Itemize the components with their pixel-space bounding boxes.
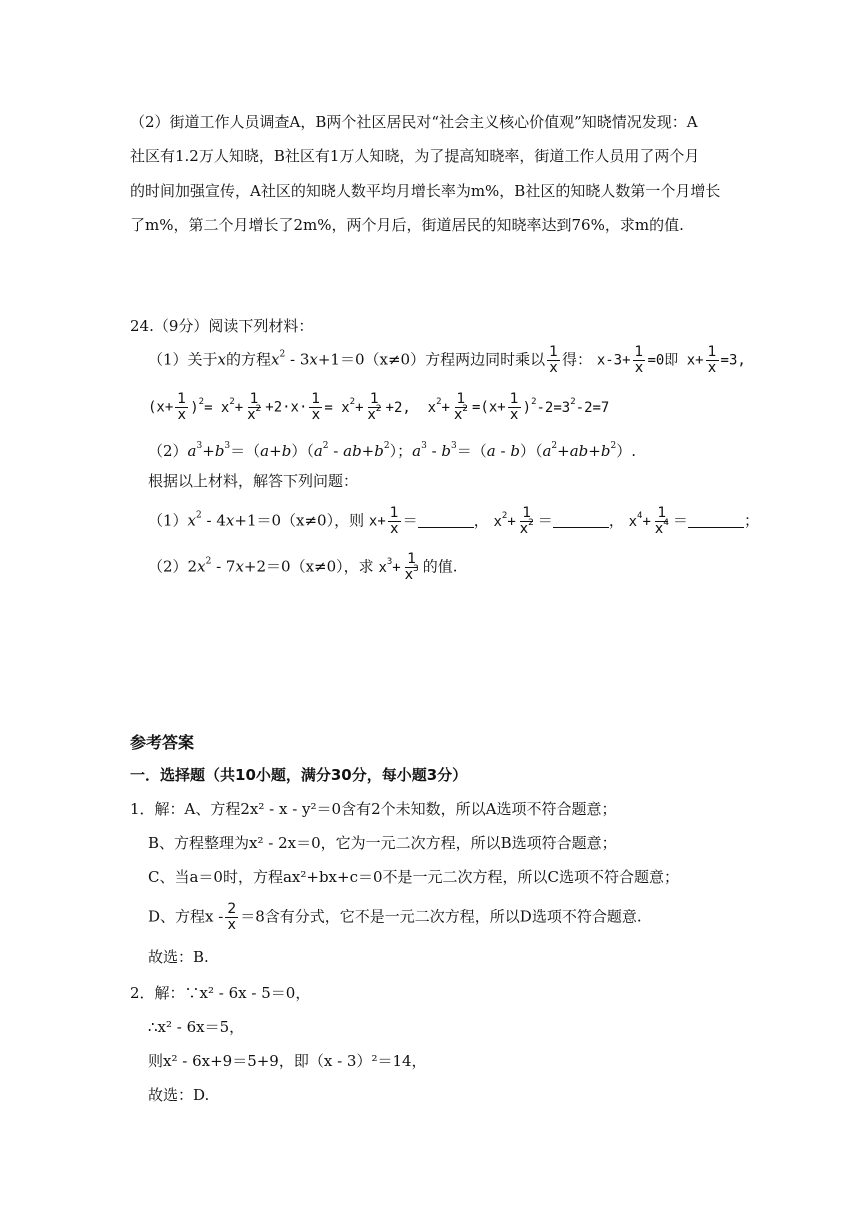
p24-intro: 根据以上材料，解答下列问题： <box>148 472 359 490</box>
answer-1-line-1: 1．解：A、方程2x² - x - y²＝0含有2个未知数，所以A选项不符合题意； <box>130 800 617 818</box>
p23-line-3: 的时间加强宣传，A社区的知晓人数平均月增长率为m%，B社区的知晓人数第一个月增长 <box>130 182 721 200</box>
answer-1-line-2: B、方程整理为x² - 2x＝0，它为一元二次方程，所以B选项符合题意； <box>148 834 617 852</box>
answers-section-1: 一．选择题（共10小题，满分30分，每小题3分） <box>130 766 468 784</box>
answer-2-line-1: 2．解：∵x² - 6x - 5＝0， <box>130 984 311 1002</box>
p23-line-2: 社区有1.2万人知晓，B社区有1万人知晓，为了提高知晓率，街道工作人员用了两个月 <box>130 147 700 165</box>
p23-line-4: 了m%，第二个月增长了2m%，两个月后，街道居民的知晓率达到76%，求m的值. <box>130 216 684 234</box>
answer-1-line-5: 故选：B. <box>148 948 209 966</box>
p24-question-2: $(2)2x^2 - 7x+2=0(x\ne 0)$，求 $x^3+$ $\frac{1}{x^3}$ 的值. <box>148 551 458 583</box>
p24-material-1: （1）关于x的方程$x^2 - 3x+1=0(x\ne 0)$方程两边同时乘以 $\frac{1}{x}$ 得： x-3+ $\frac{1}{x}$ =0即 x+ $\frac{1}{x}$ =3, <box>148 344 746 376</box>
p24-question-1: $(1)x^2 - 4x+1=0(x\ne 0)$，则 x+ $\frac{1}{x}$ ＝ ， $x^2+$ $\frac{1}{x^2}$ ＝ ， $x^4+$ $\frac{1}{x^4}$ ＝ ； <box>148 505 759 537</box>
answer-1-line-3: C、当a＝0时，方程ax²+bx+c＝0不是一元二次方程，所以C选项不符合题意； <box>148 868 680 886</box>
answer-blank-3[interactable] <box>688 513 744 528</box>
answer-2-line-4: 故选：D. <box>148 1086 210 1104</box>
answer-1-line-4: D、方程x - $\frac{2}{x}$ ＝8含有分式，它不是一元二次方程，所以D选项不符合题意. <box>148 901 642 933</box>
p24-material-2: $(2)a^3+b^3=(a+b)(a^2 - ab+b^2)$；$a^3 - b^3=(a - b)(a^2+ab+b^2)$. <box>148 441 636 460</box>
answer-2-line-2: ∴x² - 6x＝5， <box>148 1018 245 1036</box>
p24-material-1-cont: (x+ $\frac{1}{x}$ )$^2= x^2+$ $\frac{1}{x^2}$ +2·x· $\frac{1}{x}$ = $x^2+$ $\frac{1}{x^2}$ +2, $x^2+$ $\frac{1}{x^2}$ =(x+ $\frac{1}{x}$ )$^2-2=3^2-2=7$ <box>148 391 610 423</box>
answers-title: 参考答案 <box>130 733 195 752</box>
p24-header: 24.（9分）阅读下列材料： <box>130 317 314 335</box>
answer-blank-1[interactable] <box>418 513 474 528</box>
p23-line-1: （2）街道工作人员调查A，B两个社区居民对“社会主义核心价值观”知晓情况发现：A <box>130 113 698 131</box>
answer-2-line-3: 则x² - 6x+9＝5+9，即（x - 3）²＝14， <box>148 1052 427 1070</box>
answer-blank-2[interactable] <box>553 513 609 528</box>
